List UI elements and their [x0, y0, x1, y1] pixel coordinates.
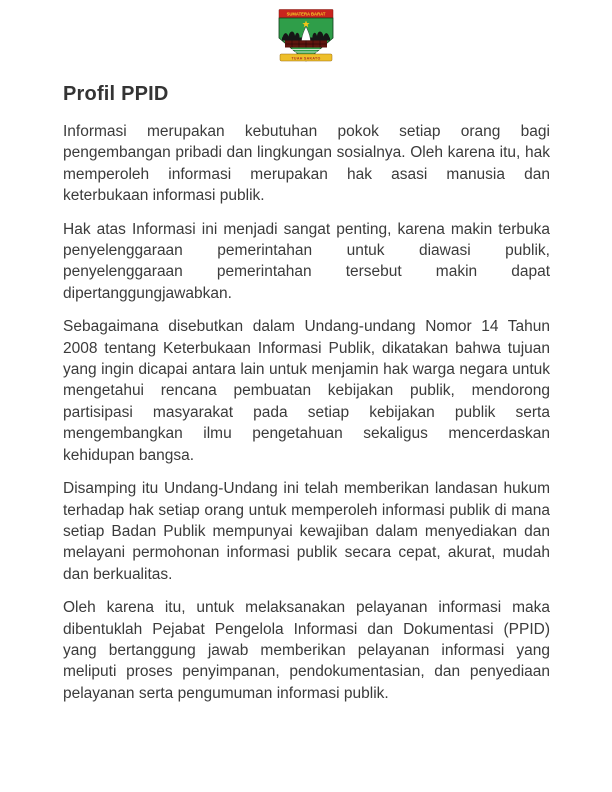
sumatera-barat-emblem [272, 9, 340, 67]
emblem-motto-text: TUAH SAKATO [291, 56, 321, 61]
paragraph-undang-undang-2008: Sebagaimana disebutkan dalam Undang-undang Nomor 14 Tahun 2008 tentang Keterbukaan Informasi Publik, dikatakan bahwa tujuan yang ingin dicapai antara lain untuk menjamin hak warga negara untuk mengetahui rencana pembuatan kebijakan publik, mendorong partisipasi masyarakat pada setiap kebijakan publik serta mengembangkan ilmu pengetahuan sekaligus mencerdaskan kehidupan bangsa. [63, 318, 550, 464]
coat-of-arms-icon [272, 9, 340, 67]
paragraph-informasi-kebutuhan: Informasi merupakan kebutuhan pokok setiap orang bagi pengembangan pribadi dan lingkungan sosialnya. Oleh karena itu, hak memperoleh informasi merupakan hak asasi manusia dan keterbukaan informasi publik. [63, 123, 550, 205]
paragraph-pembentukan-ppid: Oleh karena itu, untuk melaksanakan pelayanan informasi maka dibentuklah Pejabat Pengelola Informasi dan Dokumentasi (PPID) yang bertanggung jawab memberikan pelayanan informasi yang meliputi proses penyimpanan, pendokumentasian, dan penyediaan pelayanan serta pengumuman informasi publik. [63, 599, 550, 702]
document-content [63, 83, 550, 716]
paragraph-hak-atas-informasi: Hak atas Informasi ini menjadi sangat penting, karena makin terbuka penyelenggaraan pemerintahan untuk diawasi publik, penyelenggaraan pemerintahan tersebut makin dapat dipertanggungjawabkan. [63, 220, 550, 302]
emblem-banner-text: SUMATERA BARAT [286, 11, 326, 17]
page-title: Profil PPID [63, 83, 169, 105]
paragraph-landasan-hukum: Disamping itu Undang-Undang ini telah memberikan landasan hukum terhadap hak setiap orang untuk memperoleh informasi publik di mana setiap Badan Publik mempunyai kewajiban dalam menyediakan dan melayani permohonan informasi publik secara cepat, akurat, mudah dan berkualitas. [63, 480, 550, 583]
